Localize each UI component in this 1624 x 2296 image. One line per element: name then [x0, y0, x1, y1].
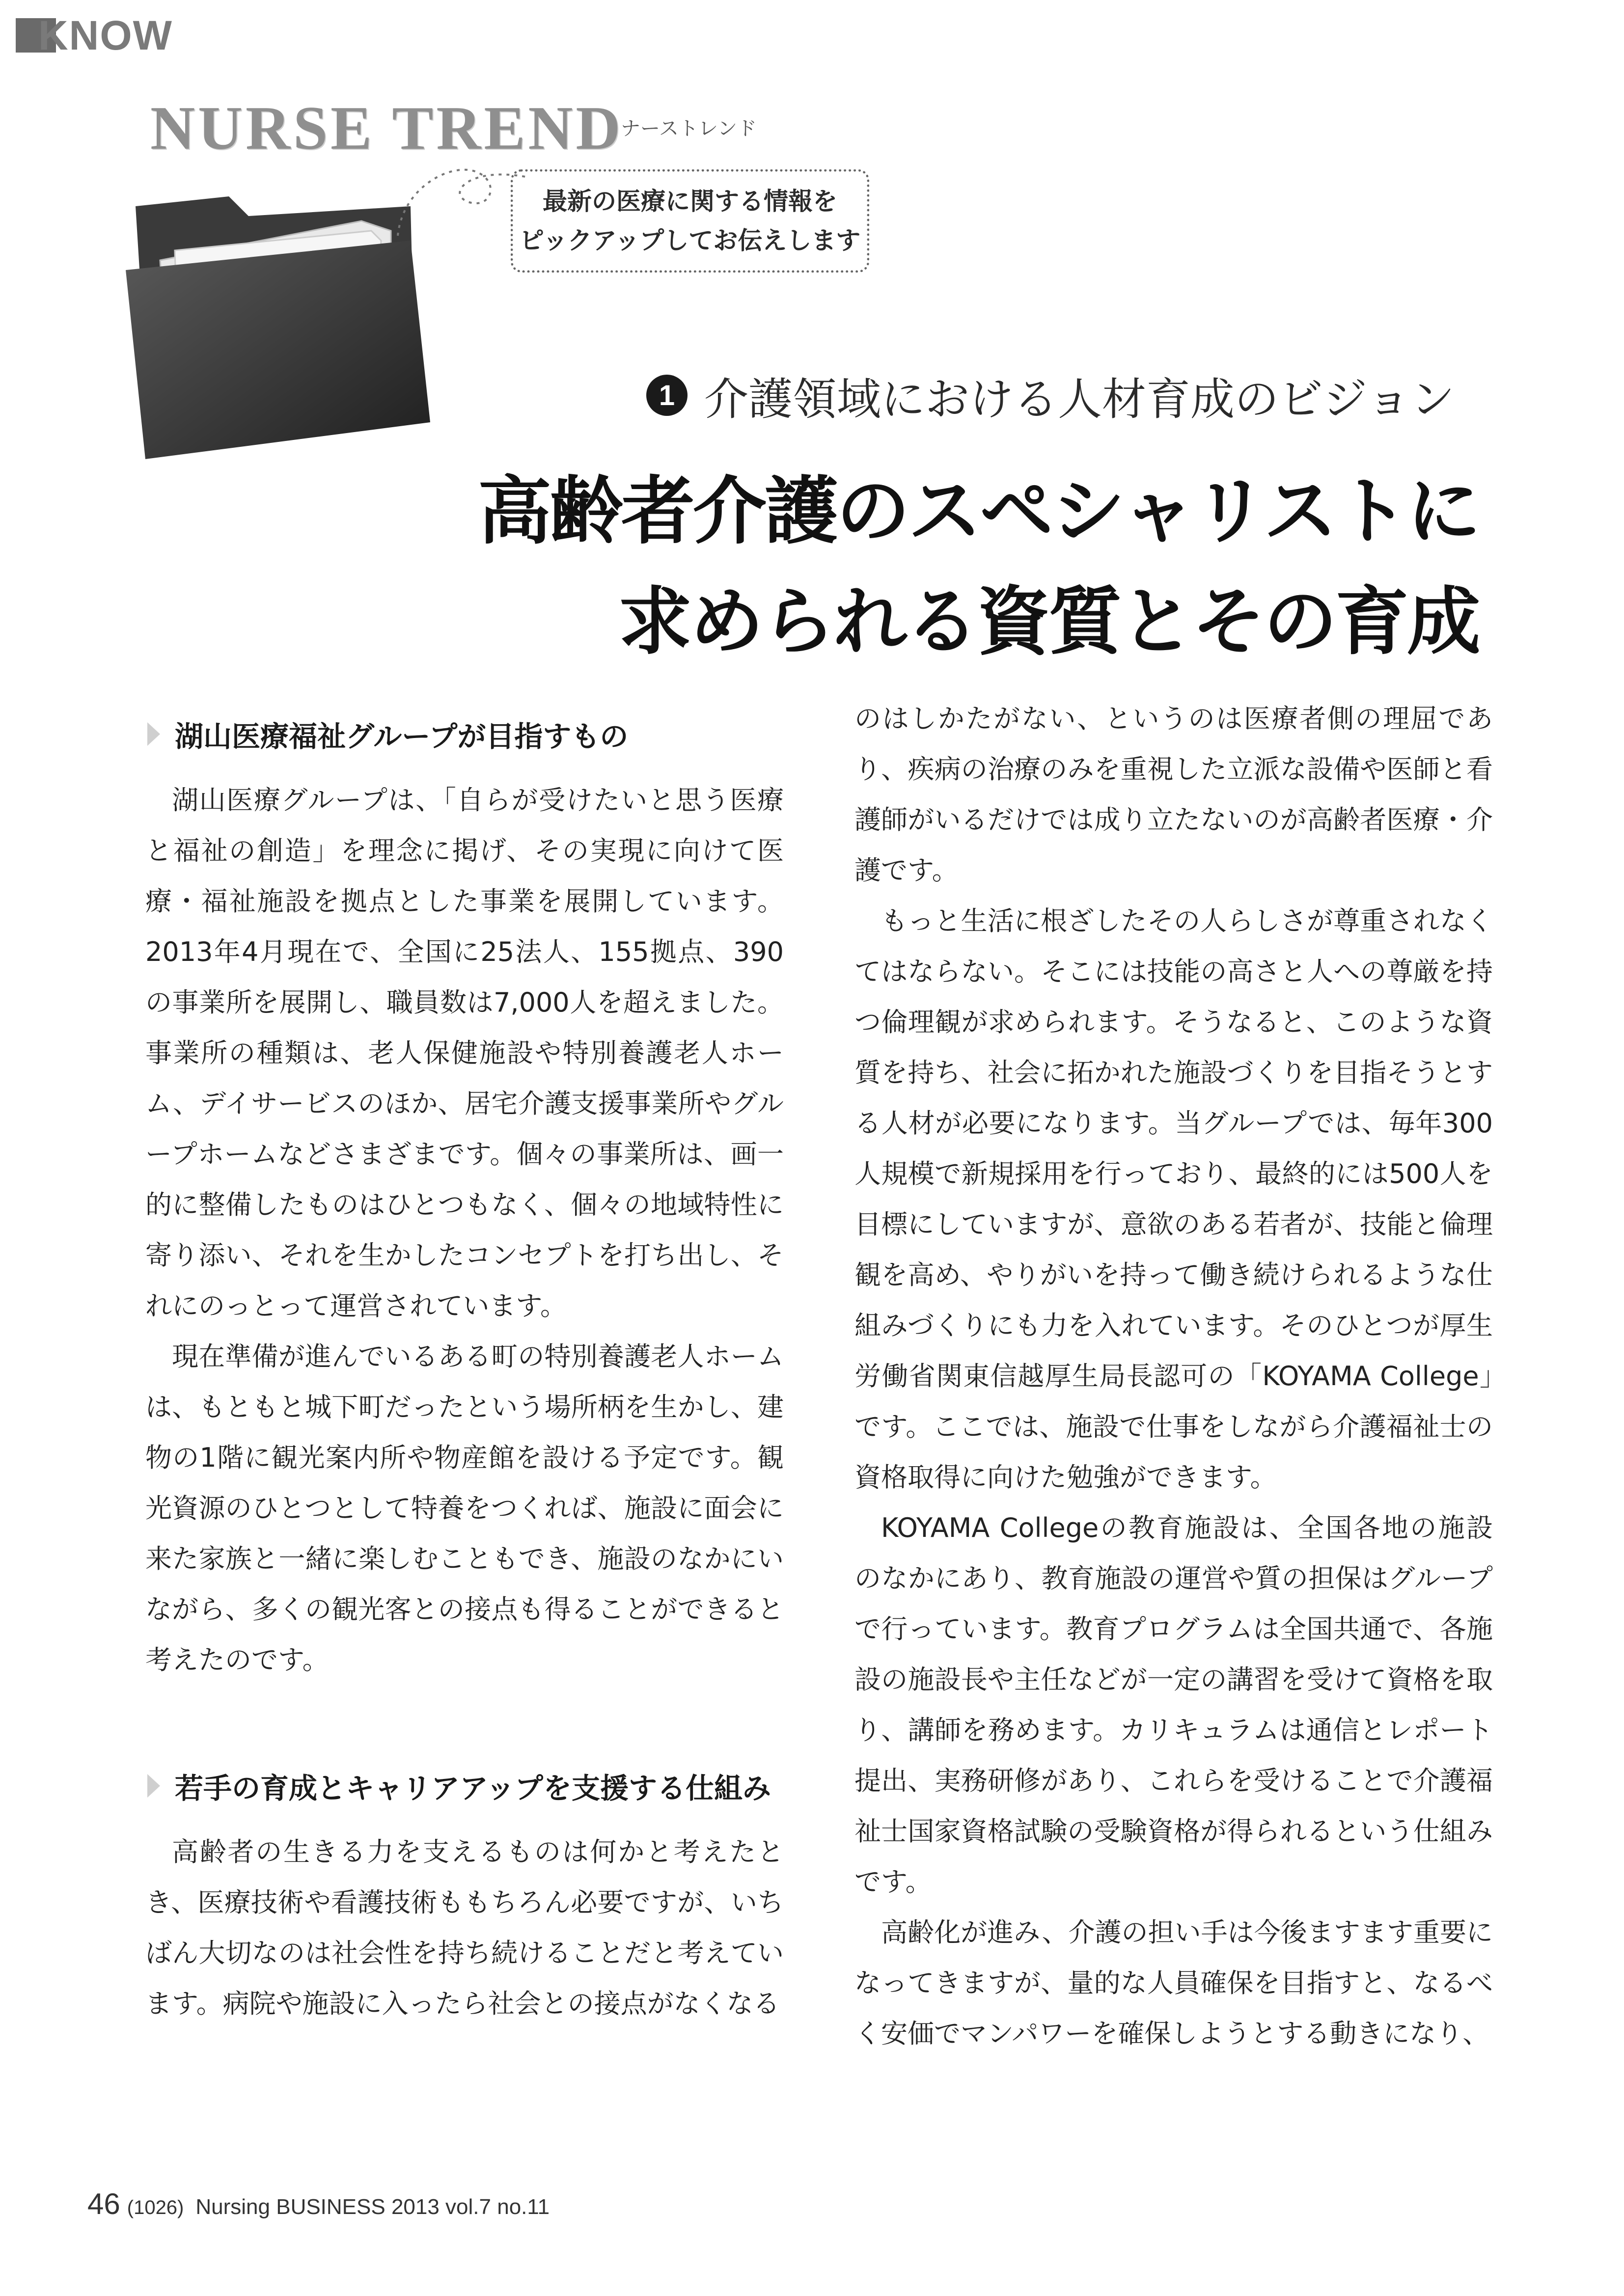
headline-line-2: 求められる資質とその育成: [618, 579, 1479, 665]
callout-line-2: ピックアップしてお伝えします: [519, 226, 861, 255]
magazine-info: Nursing BUSINESS 2013 vol.7 no.11: [195, 2195, 550, 2219]
paragraph: 湖山医療グループは、「自らが受けたいと思う医療と福祉の創造」を理念に掲げ、その実現に向けて医療・福祉施設を拠点とした事業を展開しています。2013年4月現在で、全国に25法人、155拠点、390の事業所を展開し、職員数は7,000人を超えました。事業所の種類は、老人保健施設や特別養護老人ホーム、デイサービスのほか、居宅介護支援事業所やグループホームなどさまざまです。個々の事業所は、画一的に整備したものはひとつもなく、個々の地域特性に寄り添い、それを生かしたコンセプトを打ち出し、それにのっとって運営されています。: [145, 785, 784, 1321]
corner-subtitle: ナーストレンド: [621, 117, 757, 140]
section-heading: [145, 1759, 784, 1813]
section-tag: [16, 13, 173, 58]
corner-title: NURSE TREND: [150, 94, 624, 163]
section-tag-label: KNOW: [38, 12, 173, 58]
series-title: [646, 363, 1455, 427]
heading-text: 湖山医療福祉グループが目指すもの: [175, 720, 629, 753]
series-number-badge: 1: [646, 375, 688, 416]
callout-line-1: 最新の医療に関する情報を: [543, 187, 837, 216]
headline-line-1: 高齢者介護のスペシャリストに: [477, 469, 1479, 554]
paragraph: 高齢化が進み、介護の担い手は今後ますます重要になってきますが、量的な人員確保を目指すと、なるべく安価でマンパワーを確保しようとする動きになり、: [854, 1917, 1493, 2049]
series-text: 介護領域における人材育成のビジョン: [704, 374, 1455, 425]
heading-arrow-icon: [145, 720, 162, 748]
left-column: [145, 707, 784, 2029]
right-column: [854, 693, 1493, 2059]
intro-callout: [511, 169, 869, 273]
page-footer: [87, 2187, 550, 2221]
article-headline: [478, 457, 1479, 678]
heading-text: 若手の育成とキャリアアップを支援する仕組み: [175, 1772, 771, 1805]
folder-icon: [116, 187, 430, 462]
page-number: 46: [87, 2187, 120, 2220]
dotted-connector: [393, 157, 530, 241]
paragraph: もっと生活に根ざしたその人らしさが尊重されなくてはならない。そこには技能の高さと人への尊厳を持つ倫理観が求められます。そうなると、このような資質を持ち、社会に拓かれた施設づくりを目指そうとする人材が必要になります。当グループでは、毎年300人規模で新規採用を行っており、最終的には500人を目標にしていますが、意欲のある若者が、技能と倫理観を高め、やりがいを持って働き続けられるような仕組みづくりにも力を入れています。そのひとつが厚生労働省関東信越厚生局長認可の「KOYAMA College」です。ここでは、施設で仕事をしながら介護福祉士の資格取得に向けた勉強ができます。: [854, 905, 1493, 1493]
section-heading: [145, 707, 784, 761]
paragraph: 現在準備が進んでいるある町の特別養護老人ホームは、もともと城下町だったという場所柄を生かし、建物の1階に観光案内所や物産館を設ける予定です。観光資源のひとつとして特養をつくれば、施設に面会に来た家族と一緒に楽しむこともでき、施設のなかにいながら、多くの観光客との接点も得ることができると考えたのです。: [145, 1341, 784, 1675]
paragraph: 高齢者の生きる力を支えるものは何かと考えたとき、医療技術や看護技術ももちろん必要ですが、いちばん大切なのは社会性を持ち続けることだと考えています。病院や施設に入ったら社会との接点がなくなる: [145, 1836, 784, 2019]
heading-arrow-icon: [145, 1772, 162, 1800]
paragraph: KOYAMA Collegeの教育施設は、全国各地の施設のなかにあり、教育施設の運営や質の担保はグループで行っています。教育プログラムは全国共通で、各施設の施設長や主任などが一定の講習を受けて資格を取り、講師を務めます。カリキュラムは通信とレポート提出、実務研修があり、これらを受けることで介護福祉士国家資格試験の受験資格が得られるという仕組みです。: [854, 1512, 1493, 1897]
paragraph: のはしかたがない、というのは医療者側の理屈であり、疾病の治療のみを重視した立派な設備や医師と看護師がいるだけでは成り立たないのが高齢者医療・介護です。: [854, 703, 1493, 886]
total-page-number: (1026): [127, 2197, 184, 2218]
